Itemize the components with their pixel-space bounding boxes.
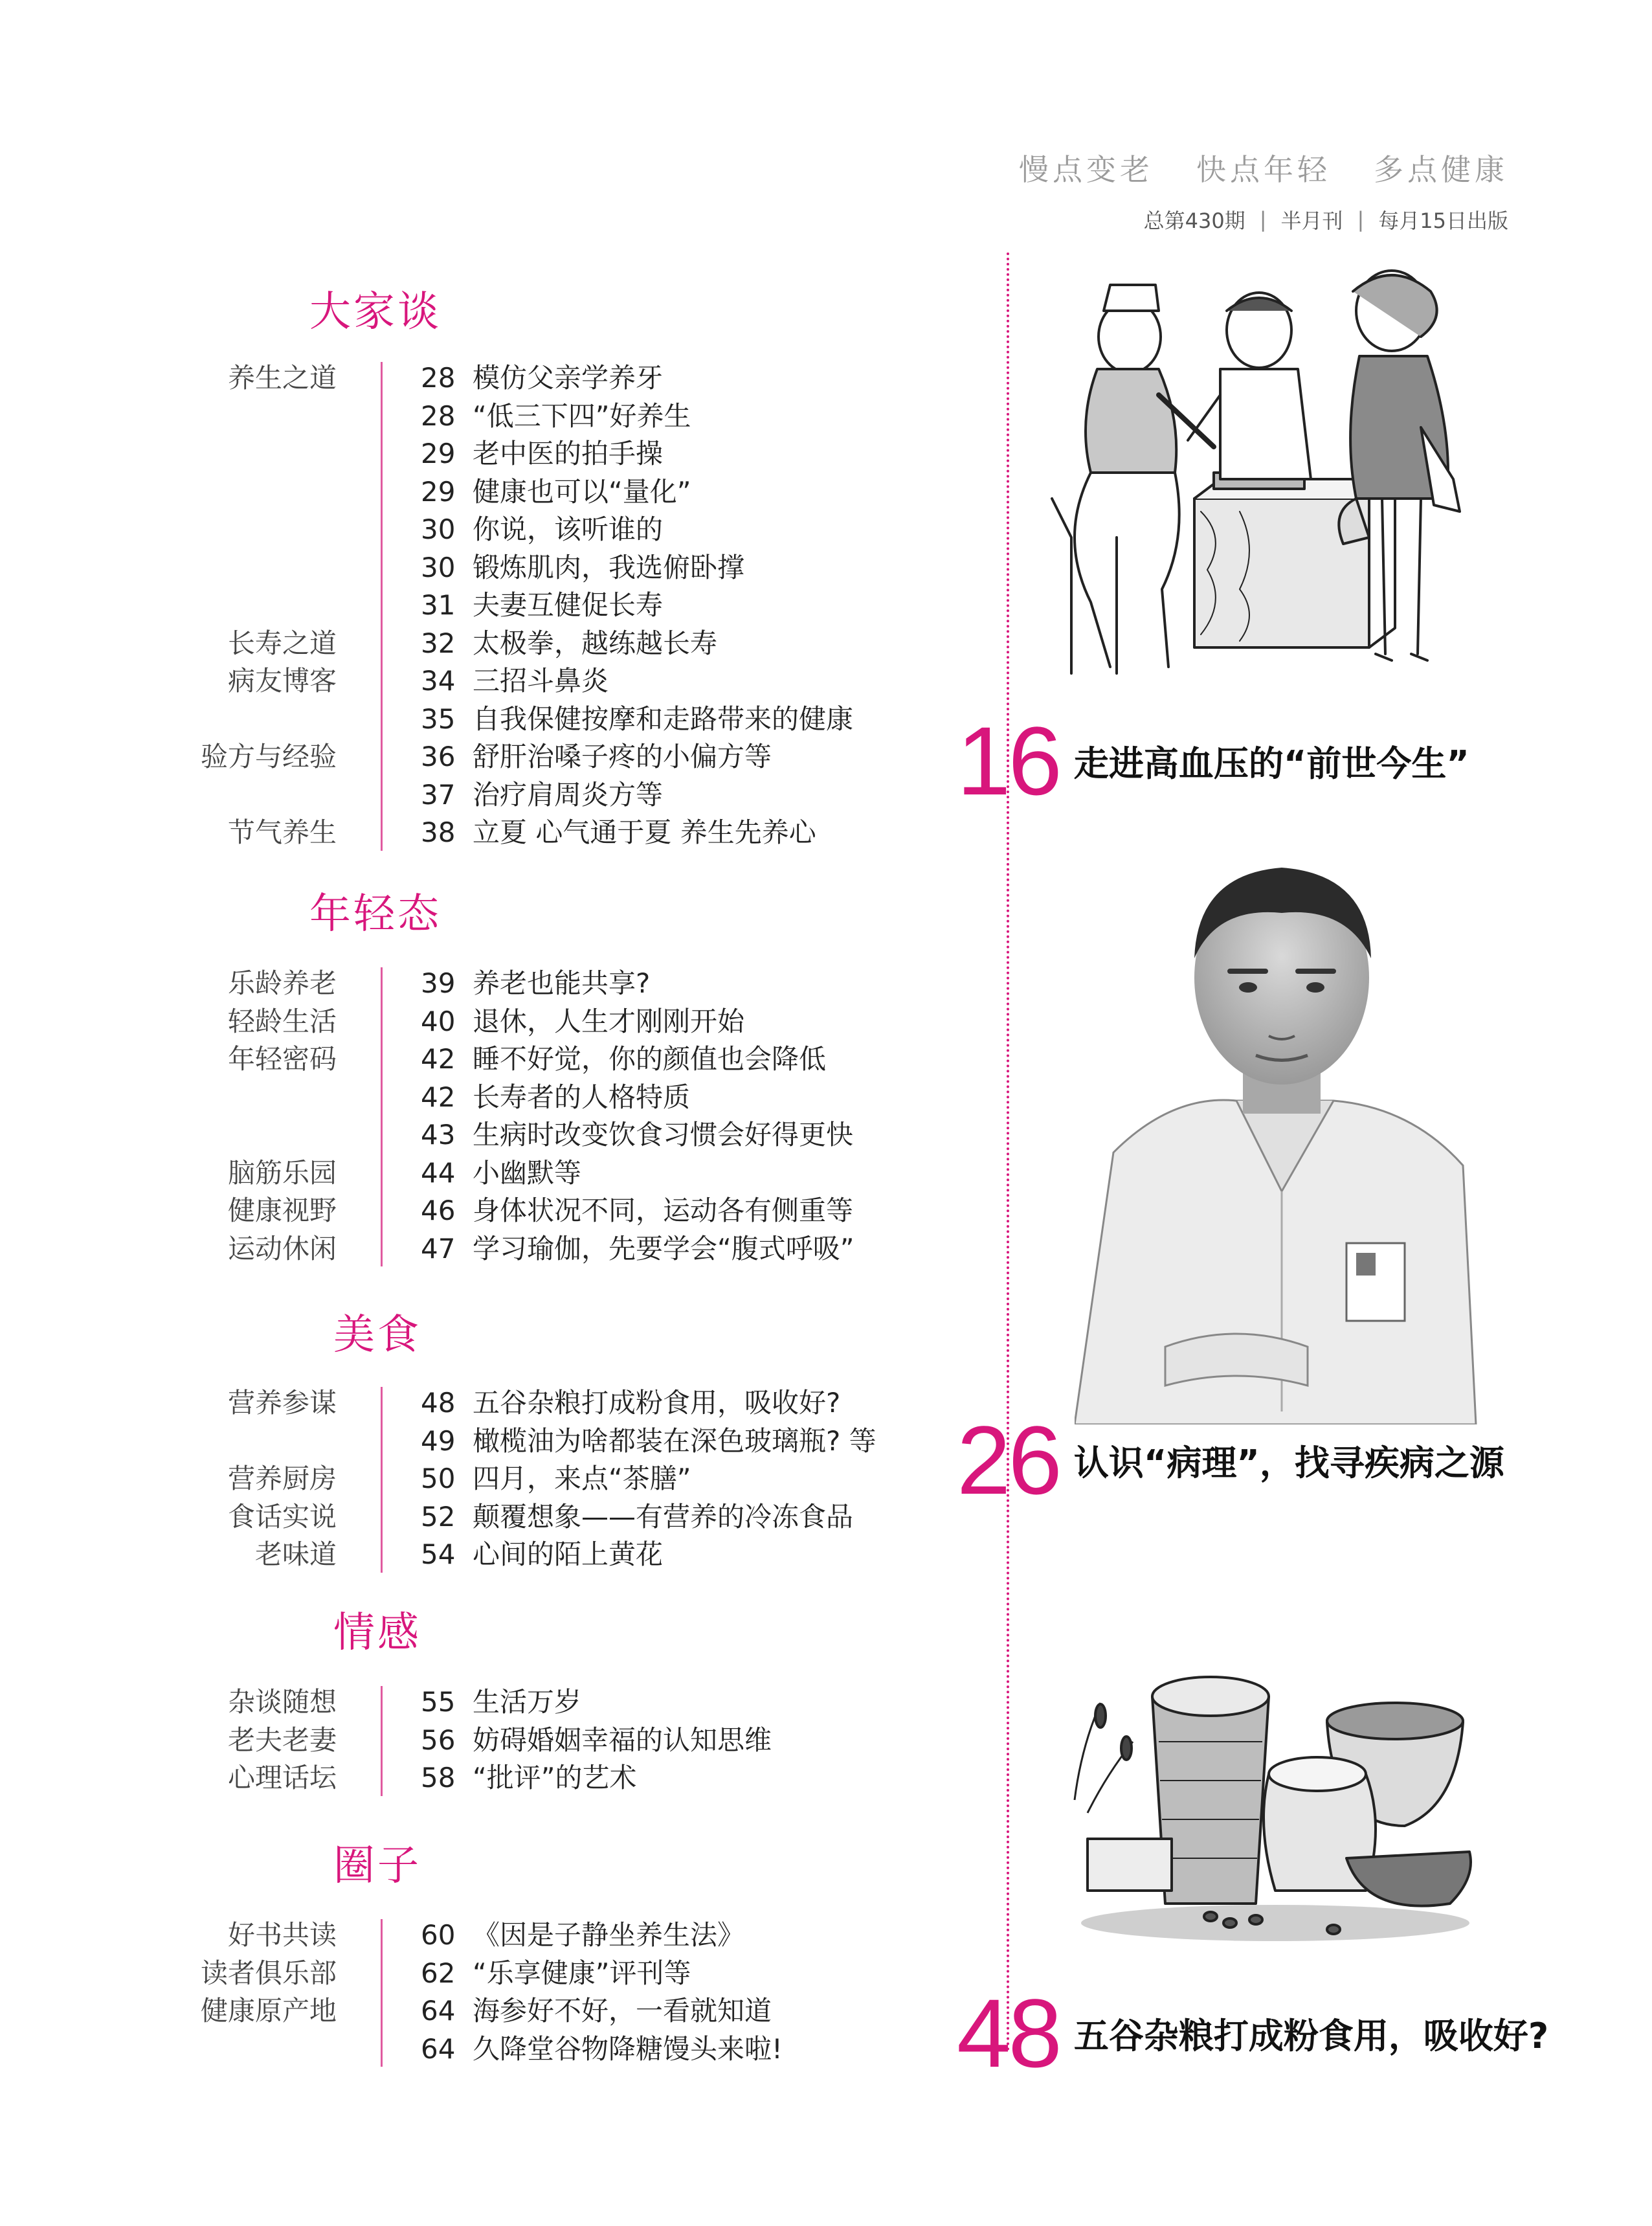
toc-entry[interactable] [0,2030,932,2068]
toc-category: 好书共读 [227,1919,337,1951]
toc-page-number: 30 [421,551,456,583]
toc-page-number: 46 [421,1195,456,1226]
toc-title: 老中医的拍手操 [473,438,664,469]
toc-entry[interactable] [0,776,932,814]
toc-entry[interactable] [0,1955,932,1992]
toc-category: 运动休闲 [227,1232,337,1265]
toc-title: 四月，来点“茶膳” [473,1463,691,1494]
toc-entry[interactable] [0,1460,932,1498]
toc-entry[interactable] [0,1498,932,1536]
toc-entry[interactable] [0,1040,932,1078]
toc-title: 心间的陌上黄花 [473,1538,664,1570]
section-title: 情感 [333,1609,421,1657]
section-title: 圈子 [333,1842,421,1890]
toc-title: 睡不好觉，你的颜值也会降低 [473,1043,827,1075]
feature-1[interactable] [957,706,1469,815]
toc-entry[interactable] [0,398,932,435]
toc-page-number: 28 [421,399,456,432]
toc-entry[interactable] [0,549,932,587]
toc-category: 老味道 [254,1538,337,1570]
toc-title: 海参好不好，一看就知道 [473,1995,772,2027]
toc-title: “低三下四”好养生 [473,399,691,432]
issue-info [1144,205,1508,234]
toc-entry[interactable] [0,1384,932,1422]
toc-category: 杂谈随想 [227,1686,337,1718]
toc-page-number: 52 [421,1500,456,1533]
toc-page-number: 50 [421,1463,456,1494]
blood-pressure-illustration [1032,265,1486,680]
toc-title: 五谷杂粮打成粉食用，吸收好? [473,1387,841,1419]
toc-entry[interactable] [0,1230,932,1268]
toc-title: “批评”的艺术 [473,1762,637,1793]
issue-publish: 每月15日出版 [1378,208,1508,233]
toc-category: 健康原产地 [200,1995,337,2027]
feature-3[interactable] [957,1979,1549,2087]
feature-2-title: 认识“病理”，找寻疾病之源 [1073,1442,1504,1483]
toc-entry[interactable] [0,1003,932,1040]
toc-entry[interactable] [0,701,932,738]
toc-entry[interactable] [0,1192,932,1230]
toc-page-number: 32 [421,627,456,659]
doctor-portrait [1075,829,1489,1424]
grains-illustration [1062,1645,1476,1942]
toc-title: 自我保健按摩和走路带来的健康 [473,703,854,735]
toc-page-number: 42 [421,1043,456,1075]
feature-3-page: 48 [957,1979,1060,2087]
toc-category: 读者俱乐部 [200,1957,337,1989]
toc-title: 立夏 心气通于夏 养生先养心 [473,816,816,848]
toc-category: 脑筋乐园 [227,1156,337,1189]
toc-category: 养生之道 [227,362,337,394]
feature-1-title: 走进高血压的“前世今生” [1073,743,1469,784]
toc-entry[interactable] [0,1722,932,1759]
toc-title: 模仿父亲学养牙 [473,362,664,394]
toc-page-number: 31 [421,589,456,621]
issue-separator: | [1357,207,1365,232]
toc-entry[interactable] [0,1116,932,1154]
toc-title: 橄榄油为啥都装在深色玻璃瓶? 等 [473,1424,876,1457]
toc-category: 长寿之道 [227,627,337,659]
toc-title: 长寿者的人格特质 [473,1081,691,1113]
toc-title: 《因是子静坐养生法》 [473,1919,745,1951]
feature-2-page: 26 [957,1406,1060,1514]
toc-title: “乐享健康”评刊等 [473,1957,691,1989]
toc-page-number: 49 [421,1424,456,1457]
toc-page-number: 42 [421,1081,456,1113]
toc-title: 退休，人生才刚刚开始 [473,1005,745,1037]
column-divider [1007,253,1009,2052]
toc-entry[interactable] [0,965,932,1002]
toc-entry[interactable] [0,435,932,473]
toc-page-number: 36 [421,741,456,772]
toc-page-number: 28 [421,362,456,394]
toc-title: 夫妻互健促长寿 [473,589,664,621]
toc-title: 久降堂谷物降糖馒头来啦! [473,2032,783,2065]
toc-title: 小幽默等 [473,1156,582,1189]
toc-page-number: 56 [421,1724,456,1756]
feature-3-title: 五谷杂粮打成粉食用，吸收好? [1073,2015,1549,2056]
toc-title: 颠覆想象——有营养的冷冻食品 [473,1500,854,1533]
toc-category: 营养厨房 [227,1463,337,1494]
toc-title: 养老也能共享? [473,967,651,999]
toc-page-number: 39 [421,967,456,999]
toc-page-number: 55 [421,1686,456,1718]
toc-page-number: 30 [421,513,456,545]
issue-frequency: 半月刊 [1280,208,1343,233]
toc-entry[interactable] [0,359,932,397]
toc-entry[interactable] [0,1683,932,1721]
toc-page-number: 44 [421,1156,456,1189]
toc-entry[interactable] [0,587,932,624]
toc-title: 你说，该听谁的 [473,513,664,545]
toc-title: 太极拳，越练越长寿 [473,627,718,659]
toc-page-number: 35 [421,703,456,735]
toc-title: 治疗肩周炎方等 [473,778,664,811]
toc-page-number: 60 [421,1919,456,1951]
toc-page-number: 43 [421,1119,456,1151]
toc-category: 验方与经验 [200,741,337,772]
toc-title: 生病时改变饮食习惯会好得更快 [473,1119,854,1151]
toc-category: 轻龄生活 [227,1005,337,1037]
toc-entry[interactable] [0,1154,932,1192]
toc-entry[interactable] [0,511,932,548]
slogan-1: 慢点变老 [1019,152,1154,187]
toc-title: 三招斗鼻炎 [473,665,609,697]
toc-page-number: 64 [421,2032,456,2065]
toc-category: 病友博客 [227,665,337,697]
toc-title: 学习瑜伽，先要学会“腹式呼吸” [473,1232,854,1265]
toc-entry[interactable] [0,1759,932,1797]
slogan-3: 多点健康 [1374,152,1508,187]
toc-category: 健康视野 [227,1195,337,1226]
toc-page-number: 47 [421,1232,456,1265]
toc-page-number: 54 [421,1538,456,1570]
toc-category: 心理话坛 [227,1762,337,1793]
toc-title: 健康也可以“量化” [473,475,691,508]
toc-page-number: 29 [421,438,456,469]
feature-1-page: 16 [957,706,1060,815]
toc-title: 锻炼肌肉，我选俯卧撑 [473,551,745,583]
toc-page-number: 40 [421,1005,456,1037]
toc-entry[interactable] [0,814,932,851]
toc-category: 老夫老妻 [227,1724,337,1756]
toc-category: 节气养生 [227,816,337,848]
toc-page-number: 58 [421,1762,456,1793]
toc-entry[interactable] [0,1079,932,1116]
toc-entry[interactable] [0,1917,932,1954]
toc-entry[interactable] [0,738,932,776]
slogan-2: 快点年轻 [1196,152,1331,187]
toc-page-number: 29 [421,475,456,508]
toc-page-number: 37 [421,778,456,811]
toc-category: 营养参谋 [227,1387,337,1419]
toc-category: 年轻密码 [227,1043,337,1075]
toc-title: 妨碍婚姻幸福的认知思维 [473,1724,772,1756]
slogan [1019,146,1508,189]
toc-title: 舒肝治嗓子疼的小偏方等 [473,741,772,772]
section-title: 年轻态 [309,890,441,938]
toc-category: 食话实说 [227,1500,337,1533]
toc-entry[interactable] [0,625,932,662]
toc-entry[interactable] [0,1536,932,1573]
issue-number: 总第430期 [1143,208,1245,233]
toc-page-number: 48 [421,1387,456,1419]
toc-page-number: 62 [421,1957,456,1989]
toc-page-number: 64 [421,1995,456,2027]
toc-entry[interactable] [0,1992,932,2030]
toc-title: 生活万岁 [473,1686,582,1718]
toc-page-number: 38 [421,816,456,848]
toc-title: 身体状况不同，运动各有侧重等 [473,1195,854,1226]
toc-page-number: 34 [421,665,456,697]
issue-separator: | [1259,207,1267,232]
section-title: 美食 [333,1311,421,1359]
toc-entry[interactable] [0,662,932,700]
toc-entry[interactable] [0,1422,932,1460]
feature-2[interactable] [957,1406,1504,1514]
toc-category: 乐龄养老 [227,967,337,999]
section-title: 大家谈 [309,288,441,336]
toc-entry[interactable] [0,473,932,511]
